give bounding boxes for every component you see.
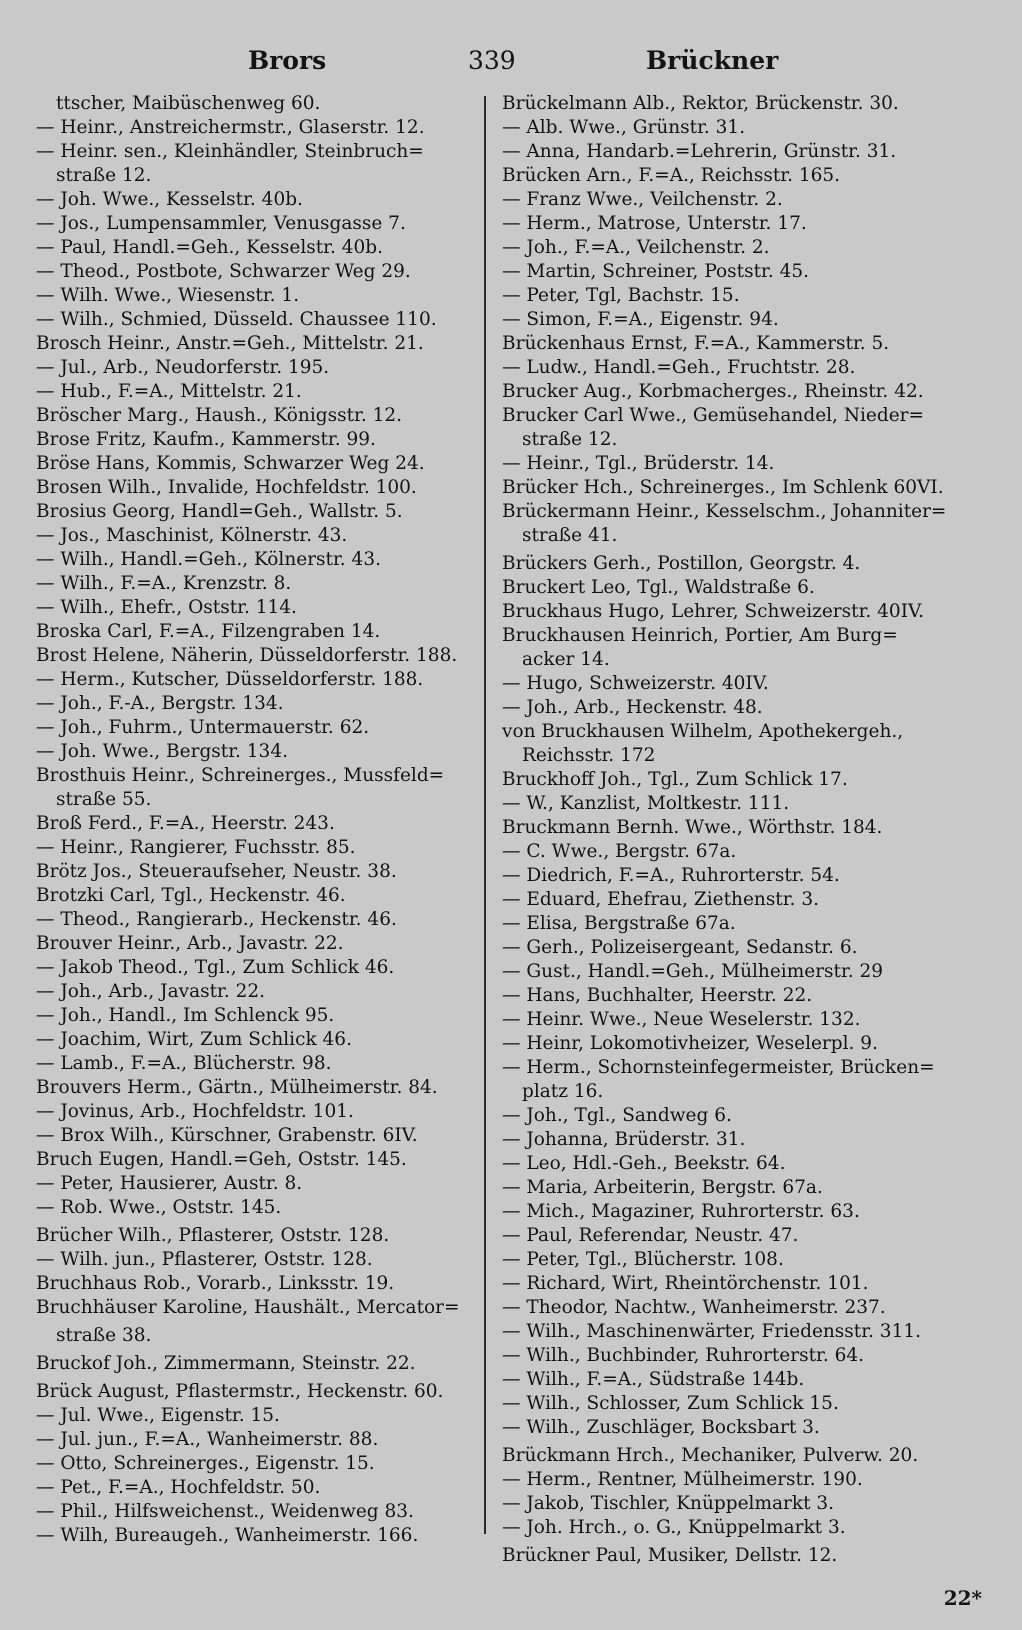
- directory-entry: — Theod., Rangierarb., Heckenstr. 46.: [36, 909, 397, 930]
- directory-entry: Reichsstr. 172: [522, 745, 656, 766]
- directory-entry: Brücker Hch., Schreinerges., Im Schlenk 60VI.: [502, 477, 944, 498]
- directory-entry: — Heinr., Rangierer, Fuchsstr. 85.: [36, 837, 356, 858]
- directory-entry: — Simon, F.=A., Eigenstr. 94.: [502, 309, 779, 330]
- directory-entry: Brück August, Pflastermstr., Heckenstr. 60.: [36, 1381, 444, 1402]
- directory-entry: Brötz Jos., Steueraufseher, Neustr. 38.: [36, 861, 397, 882]
- directory-entry: Broß Ferd., F.=A., Heerstr. 243.: [36, 813, 335, 834]
- directory-entry: — Herm., Schornsteinfegermeister, Brücken=: [502, 1057, 935, 1078]
- directory-entry: Bruckof Joh., Zimmermann, Steinstr. 22.: [36, 1353, 416, 1374]
- directory-entry: — Paul, Handl.=Geh., Kesselstr. 40b.: [36, 237, 384, 258]
- directory-entry: — Wilh. jun., Pflasterer, Oststr. 128.: [36, 1249, 373, 1270]
- directory-entry: — Pet., F.=A., Hochfeldstr. 50.: [36, 1477, 321, 1498]
- directory-entry: — Joh., F.=A., Veilchenstr. 2.: [502, 237, 770, 258]
- page-header: [0, 40, 1022, 80]
- directory-entry: — Paul, Referendar, Neustr. 47.: [502, 1225, 799, 1246]
- directory-entry: Brotzki Carl, Tgl., Heckenstr. 46.: [36, 885, 346, 906]
- directory-entry: — Joh., F.-A., Bergstr. 134.: [36, 693, 284, 714]
- directory-entry: — Leo, Hdl.-Geh., Beekstr. 64.: [502, 1153, 786, 1174]
- left-column: [36, 92, 476, 1548]
- directory-entry: Bruckhoff Joh., Tgl., Zum Schlick 17.: [502, 769, 848, 790]
- directory-entry: — Johanna, Brüderstr. 31.: [502, 1129, 746, 1150]
- directory-entry: Brückermann Heinr., Kesselschm., Johanniter=: [502, 501, 947, 522]
- directory-entry: — Peter, Tgl., Blücherstr. 108.: [502, 1249, 784, 1270]
- directory-entry: Brückenhaus Ernst, F.=A., Kammerstr. 5.: [502, 333, 890, 354]
- directory-entry: Brosch Heinr., Anstr.=Geh., Mittelstr. 21.: [36, 333, 424, 354]
- directory-entry: — Wilh., Schlosser, Zum Schlick 15.: [502, 1393, 839, 1414]
- directory-entry: Brose Fritz, Kaufm., Kammerstr. 99.: [36, 429, 376, 450]
- directory-entry: Bruchhäuser Karoline, Haushält., Mercator=: [36, 1297, 460, 1318]
- directory-entry: — Joh., Handl., Im Schlenck 95.: [36, 1005, 335, 1026]
- directory-entry: — Theodor, Nachtw., Wanheimerstr. 237.: [502, 1297, 886, 1318]
- directory-entry: — Martin, Schreiner, Poststr. 45.: [502, 261, 810, 282]
- directory-entry: — Herm., Matrose, Unterstr. 17.: [502, 213, 807, 234]
- directory-entry: — Herm., Rentner, Mülheimerstr. 190.: [502, 1469, 863, 1490]
- directory-entry: — Heinr., Anstreichermstr., Glaserstr. 12.: [36, 117, 425, 138]
- directory-entry: platz 16.: [522, 1081, 604, 1102]
- directory-entry: — Joh. Hrch., o. G., Knüppelmarkt 3.: [502, 1517, 846, 1538]
- directory-entry: — Diedrich, F.=A., Ruhrorterstr. 54.: [502, 865, 840, 886]
- directory-entry: Bruckert Leo, Tgl., Waldstraße 6.: [502, 577, 815, 598]
- directory-entry: — Joh., Arb., Javastr. 22.: [36, 981, 266, 1002]
- directory-entry: acker 14.: [522, 649, 610, 670]
- directory-entry: — Wilh., Zuschläger, Bocksbart 3.: [502, 1417, 820, 1438]
- signature-mark: 22*: [943, 1586, 982, 1610]
- directory-entry: — Jakob Theod., Tgl., Zum Schlick 46.: [36, 957, 395, 978]
- directory-entry: — Wilh., Schmied, Düsseld. Chaussee 110.: [36, 309, 437, 330]
- directory-entry: — Hub., F.=A., Mittelstr. 21.: [36, 381, 302, 402]
- directory-entry: Bruchhaus Rob., Vorarb., Linksstr. 19.: [36, 1273, 395, 1294]
- directory-entry: straße 38.: [56, 1325, 152, 1346]
- directory-entry: — Heinr. Wwe., Neue Weselerstr. 132.: [502, 1009, 861, 1030]
- directory-entry: — Jul., Arb., Neudorferstr. 195.: [36, 357, 330, 378]
- directory-entry: straße 55.: [56, 789, 152, 810]
- directory-entry: — Jul. jun., F.=A., Wanheimerstr. 88.: [36, 1429, 379, 1450]
- directory-entry: Bröscher Marg., Haush., Königsstr. 12.: [36, 405, 402, 426]
- page-number: 339: [468, 46, 516, 75]
- directory-entry: Brucker Carl Wwe., Gemüsehandel, Nieder=: [502, 405, 925, 426]
- directory-entry: — Joh., Arb., Heckenstr. 48.: [502, 697, 763, 718]
- directory-entry: — C. Wwe., Bergstr. 67a.: [502, 841, 737, 862]
- directory-entry: — Hugo, Schweizerstr. 40IV.: [502, 673, 769, 694]
- directory-entry: — Franz Wwe., Veilchenstr. 2.: [502, 189, 783, 210]
- directory-entry: — Richard, Wirt, Rheintörchenstr. 101.: [502, 1273, 869, 1294]
- directory-entry: — Jovinus, Arb., Hochfeldstr. 101.: [36, 1101, 354, 1122]
- directory-entry: — Heinr, Lokomotivheizer, Weselerpl. 9.: [502, 1033, 878, 1054]
- directory-entry: — Wilh. Wwe., Wiesenstr. 1.: [36, 285, 300, 306]
- directory-entry: — Peter, Hausierer, Austr. 8.: [36, 1173, 303, 1194]
- directory-entry: — Brox Wilh., Kürschner, Grabenstr. 6IV.: [36, 1125, 418, 1146]
- directory-entry: — Phil., Hilfsweichenst., Weidenweg 83.: [36, 1501, 414, 1522]
- directory-entry: — Wilh., F.=A., Krenzstr. 8.: [36, 573, 292, 594]
- directory-entry: — Wilh., Buchbinder, Ruhrorterstr. 64.: [502, 1345, 865, 1366]
- directory-entry: Brücken Arn., F.=A., Reichsstr. 165.: [502, 165, 841, 186]
- directory-entry: — Ludw., Handl.=Geh., Fruchtstr. 28.: [502, 357, 856, 378]
- directory-entry: Brückelmann Alb., Rektor, Brückenstr. 30.: [502, 93, 899, 114]
- directory-entry: — Jul. Wwe., Eigenstr. 15.: [36, 1405, 280, 1426]
- directory-entry: — Jos., Lumpensammler, Venusgasse 7.: [36, 213, 406, 234]
- directory-entry: — Elisa, Bergstraße 67a.: [502, 913, 736, 934]
- directory-entry: Brückers Gerh., Postillon, Georgstr. 4.: [502, 553, 861, 574]
- directory-entry: — Gerh., Polizeisergeant, Sedanstr. 6.: [502, 937, 858, 958]
- directory-entry: — Joachim, Wirt, Zum Schlick 46.: [36, 1029, 352, 1050]
- directory-entry: — Wilh, Bureaugeh., Wanheimerstr. 166.: [36, 1525, 419, 1546]
- directory-entry: Broska Carl, F.=A., Filzengraben 14.: [36, 621, 381, 642]
- directory-entry: — Maria, Arbeiterin, Bergstr. 67a.: [502, 1177, 823, 1198]
- directory-entry: von Bruckhausen Wilhelm, Apothekergeh.,: [502, 721, 904, 742]
- directory-entry: — Peter, Tgl, Bachstr. 15.: [502, 285, 740, 306]
- directory-entry: straße 12.: [56, 165, 152, 186]
- directory-entry: straße 41.: [522, 525, 618, 546]
- directory-entry: — Jakob, Tischler, Knüppelmarkt 3.: [502, 1493, 835, 1514]
- directory-entry: Brückner Paul, Musiker, Dellstr. 12.: [502, 1545, 838, 1566]
- directory-entry: — W., Kanzlist, Moltkestr. 111.: [502, 793, 790, 814]
- directory-entry: Brückmann Hrch., Mechaniker, Pulverw. 20.: [502, 1445, 919, 1466]
- directory-entry: Brücher Wilh., Pflasterer, Oststr. 128.: [36, 1225, 390, 1246]
- right-column: [502, 92, 947, 1568]
- directory-entry: Brosen Wilh., Invalide, Hochfeldstr. 100.: [36, 477, 417, 498]
- directory-entry: — Wilh., Ehefr., Oststr. 114.: [36, 597, 297, 618]
- directory-entry: — Rob. Wwe., Oststr. 145.: [36, 1197, 282, 1218]
- directory-entry: Brouvers Herm., Gärtn., Mülheimerstr. 84.: [36, 1077, 438, 1098]
- directory-entry: Brouver Heinr., Arb., Javastr. 22.: [36, 933, 344, 954]
- directory-entry: Bröse Hans, Kommis, Schwarzer Weg 24.: [36, 453, 425, 474]
- directory-entry: — Wilh., Handl.=Geh., Kölnerstr. 43.: [36, 549, 381, 570]
- directory-entry: — Gust., Handl.=Geh., Mülheimerstr. 29: [502, 961, 884, 982]
- directory-entry: Bruch Eugen, Handl.=Geh, Oststr. 145.: [36, 1149, 407, 1170]
- directory-entry: — Alb. Wwe., Grünstr. 31.: [502, 117, 746, 138]
- directory-entry: — Heinr., Tgl., Brüderstr. 14.: [502, 453, 775, 474]
- directory-entry: — Anna, Handarb.=Lehrerin, Grünstr. 31.: [502, 141, 897, 162]
- directory-entry: — Herm., Kutscher, Düsseldorferstr. 188.: [36, 669, 424, 690]
- directory-entry: ttscher, Maibüschenweg 60.: [56, 93, 321, 114]
- header-left-keyword: Brors: [248, 46, 327, 75]
- directory-entry: — Lamb., F.=A., Blücherstr. 98.: [36, 1053, 332, 1074]
- directory-entry: — Joh. Wwe., Bergstr. 134.: [36, 741, 288, 762]
- directory-entry: — Joh. Wwe., Kesselstr. 40b.: [36, 189, 303, 210]
- directory-entry: Brost Helene, Näherin, Düsseldorferstr. 188.: [36, 645, 458, 666]
- directory-entry: Brucker Aug., Korbmacherges., Rheinstr. 42.: [502, 381, 924, 402]
- directory-entry: — Theod., Postbote, Schwarzer Weg 29.: [36, 261, 411, 282]
- directory-entry: straße 12.: [522, 429, 618, 450]
- column-divider: [484, 96, 486, 1534]
- directory-entry: — Jos., Maschinist, Kölnerstr. 43.: [36, 525, 348, 546]
- directory-entry: — Heinr. sen., Kleinhändler, Steinbruch=: [36, 141, 424, 162]
- directory-entry: Bruckhausen Heinrich, Portier, Am Burg=: [502, 625, 898, 646]
- directory-entry: — Wilh., F.=A., Südstraße 144b.: [502, 1369, 805, 1390]
- directory-entry: — Mich., Magaziner, Ruhrorterstr. 63.: [502, 1201, 860, 1222]
- directory-entry: — Eduard, Ehefrau, Ziethenstr. 3.: [502, 889, 819, 910]
- header-right-keyword: Brückner: [646, 46, 779, 75]
- directory-entry: — Hans, Buchhalter, Heerstr. 22.: [502, 985, 813, 1006]
- directory-entry: Brosthuis Heinr., Schreinerges., Mussfeld=: [36, 765, 445, 786]
- directory-entry: Bruckmann Bernh. Wwe., Wörthstr. 184.: [502, 817, 883, 838]
- directory-entry: — Joh., Fuhrm., Untermauerstr. 62.: [36, 717, 370, 738]
- directory-entry: — Otto, Schreinerges., Eigenstr. 15.: [36, 1453, 375, 1474]
- directory-entry: — Wilh., Maschinenwärter, Friedensstr. 311.: [502, 1321, 921, 1342]
- directory-entry: Bruckhaus Hugo, Lehrer, Schweizerstr. 40IV.: [502, 601, 925, 622]
- directory-entry: — Joh., Tgl., Sandweg 6.: [502, 1105, 732, 1126]
- directory-entry: Brosius Georg, Handl=Geh., Wallstr. 5.: [36, 501, 403, 522]
